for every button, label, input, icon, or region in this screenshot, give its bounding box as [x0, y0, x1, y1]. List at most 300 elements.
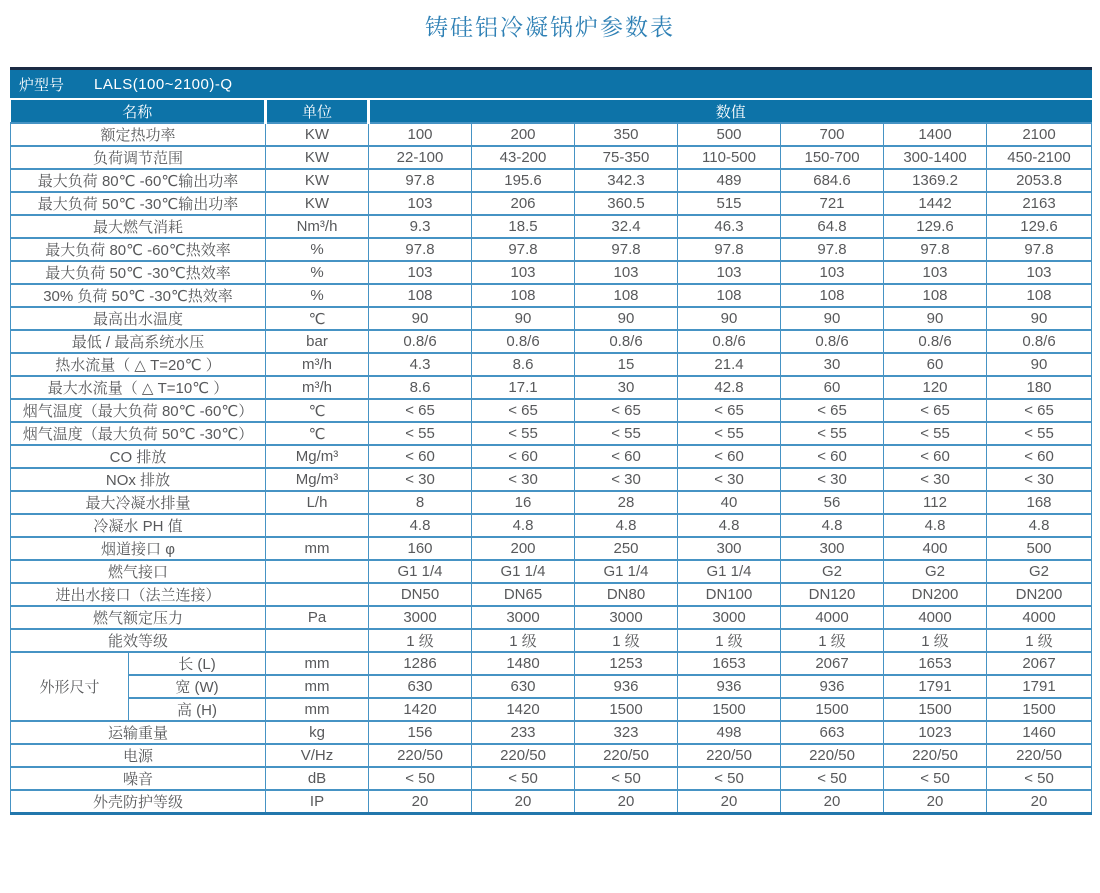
- param-label: 外壳防护等级: [11, 790, 266, 814]
- param-value: 103: [369, 192, 472, 215]
- table-row: [11, 629, 1092, 652]
- param-value: 936: [678, 675, 781, 698]
- param-unit: KW: [266, 169, 369, 192]
- table-row: [11, 537, 1092, 560]
- table-row: [11, 468, 1092, 491]
- table-row: [11, 652, 1092, 675]
- param-value: < 50: [472, 767, 575, 790]
- param-value: 450-2100: [987, 146, 1092, 169]
- param-value: 300: [678, 537, 781, 560]
- param-value: 2100: [987, 123, 1092, 146]
- spec-sheet: [10, 67, 1092, 815]
- param-value: 97.8: [987, 238, 1092, 261]
- param-value: 97.8: [369, 169, 472, 192]
- param-value: 120: [884, 376, 987, 399]
- param-value: 1420: [369, 698, 472, 721]
- param-value: < 65: [369, 399, 472, 422]
- param-value: 323: [575, 721, 678, 744]
- page-title: 铸硅铝冷凝锅炉参数表: [425, 14, 675, 40]
- table-row: [11, 767, 1092, 790]
- spec-table-body: [11, 123, 1092, 814]
- param-value: 936: [575, 675, 678, 698]
- param-value: < 60: [678, 445, 781, 468]
- param-unit: %: [266, 261, 369, 284]
- param-value: 90: [987, 307, 1092, 330]
- param-value: < 65: [987, 399, 1092, 422]
- param-value: 56: [781, 491, 884, 514]
- param-value: 1500: [575, 698, 678, 721]
- param-value: 4000: [987, 606, 1092, 629]
- param-value: < 60: [987, 445, 1092, 468]
- param-value: 3000: [472, 606, 575, 629]
- param-label: 最大负荷 50℃ -30℃输出功率: [11, 192, 266, 215]
- param-value: 4000: [884, 606, 987, 629]
- table-row: [11, 514, 1092, 537]
- param-value: 90: [678, 307, 781, 330]
- param-value: 630: [369, 675, 472, 698]
- param-value: 43-200: [472, 146, 575, 169]
- column-header-unit: 单位: [266, 100, 369, 123]
- param-value: 220/50: [472, 744, 575, 767]
- param-value: 1500: [781, 698, 884, 721]
- param-label: 最大负荷 80℃ -60℃输出功率: [11, 169, 266, 192]
- param-value: < 55: [575, 422, 678, 445]
- param-value: 64.8: [781, 215, 884, 238]
- param-value: 1 级: [678, 629, 781, 652]
- param-value: 360.5: [575, 192, 678, 215]
- param-value: 90: [781, 307, 884, 330]
- param-unit: IP: [266, 790, 369, 814]
- param-value: 180: [987, 376, 1092, 399]
- param-value: 2067: [987, 652, 1092, 675]
- param-value: < 65: [575, 399, 678, 422]
- param-value: 4.8: [472, 514, 575, 537]
- param-value: < 55: [678, 422, 781, 445]
- param-label: 宽 (W): [129, 675, 266, 698]
- param-value: 1 级: [987, 629, 1092, 652]
- param-unit: [266, 629, 369, 652]
- param-unit: m³/h: [266, 376, 369, 399]
- param-label: 烟气温度（最大负荷 50℃ -30℃）: [11, 422, 266, 445]
- table-row: [11, 721, 1092, 744]
- param-value: < 55: [987, 422, 1092, 445]
- param-label: 最低 / 最高系统水压: [11, 330, 266, 353]
- param-unit: V/Hz: [266, 744, 369, 767]
- column-header-row: [11, 100, 1092, 123]
- param-value: 46.3: [678, 215, 781, 238]
- param-value: 90: [369, 307, 472, 330]
- table-row: [11, 238, 1092, 261]
- table-row: [11, 445, 1092, 468]
- param-value: < 60: [884, 445, 987, 468]
- param-value: 1500: [678, 698, 781, 721]
- param-value: 1500: [884, 698, 987, 721]
- param-label: 最大负荷 50℃ -30℃热效率: [11, 261, 266, 284]
- param-unit: KW: [266, 146, 369, 169]
- param-value: G2: [781, 560, 884, 583]
- param-unit: ℃: [266, 422, 369, 445]
- param-label: 运输重量: [11, 721, 266, 744]
- param-label: 燃气额定压力: [11, 606, 266, 629]
- param-value: G2: [987, 560, 1092, 583]
- param-label: 热水流量（ △ T=20℃ ）: [11, 353, 266, 376]
- param-label: 负荷调节范围: [11, 146, 266, 169]
- param-value: 8: [369, 491, 472, 514]
- param-value: < 60: [472, 445, 575, 468]
- param-value: < 55: [472, 422, 575, 445]
- model-label: 炉型号: [19, 76, 65, 94]
- table-row: [11, 215, 1092, 238]
- param-value: DN65: [472, 583, 575, 606]
- param-value: 20: [369, 790, 472, 814]
- param-value: 300-1400: [884, 146, 987, 169]
- param-label: 电源: [11, 744, 266, 767]
- param-value: < 50: [369, 767, 472, 790]
- param-value: 75-350: [575, 146, 678, 169]
- param-value: G1 1/4: [575, 560, 678, 583]
- param-label: 烟道接口 φ: [11, 537, 266, 560]
- param-value: 220/50: [678, 744, 781, 767]
- param-unit: dB: [266, 767, 369, 790]
- param-value: 156: [369, 721, 472, 744]
- param-unit: ℃: [266, 307, 369, 330]
- param-value: 721: [781, 192, 884, 215]
- table-row: [11, 698, 1092, 721]
- param-value: 936: [781, 675, 884, 698]
- param-value: 18.5: [472, 215, 575, 238]
- param-value: 2067: [781, 652, 884, 675]
- param-value: 400: [884, 537, 987, 560]
- param-value: 4000: [781, 606, 884, 629]
- param-value: 20: [884, 790, 987, 814]
- param-unit: L/h: [266, 491, 369, 514]
- param-label: 烟气温度（最大负荷 80℃ -60℃）: [11, 399, 266, 422]
- param-value: < 55: [884, 422, 987, 445]
- param-value: 42.8: [678, 376, 781, 399]
- model-header-bar: [10, 67, 1092, 98]
- param-value: 700: [781, 123, 884, 146]
- param-value: 1791: [987, 675, 1092, 698]
- param-label: 进出水接口（法兰连接）: [11, 583, 266, 606]
- param-unit: kg: [266, 721, 369, 744]
- param-value: 1420: [472, 698, 575, 721]
- table-row: [11, 330, 1092, 353]
- param-value: 3000: [369, 606, 472, 629]
- table-row: [11, 560, 1092, 583]
- table-row: [11, 583, 1092, 606]
- param-unit: mm: [266, 537, 369, 560]
- param-value: 4.8: [987, 514, 1092, 537]
- param-value: 1460: [987, 721, 1092, 744]
- param-value: < 30: [369, 468, 472, 491]
- param-value: 9.3: [369, 215, 472, 238]
- param-unit: [266, 583, 369, 606]
- param-value: 97.8: [678, 238, 781, 261]
- param-value: 90: [575, 307, 678, 330]
- table-row: [11, 675, 1092, 698]
- param-value: 4.8: [884, 514, 987, 537]
- param-value: 8.6: [369, 376, 472, 399]
- param-value: < 65: [781, 399, 884, 422]
- param-unit: KW: [266, 192, 369, 215]
- param-value: 220/50: [781, 744, 884, 767]
- param-value: 108: [987, 284, 1092, 307]
- param-unit: Mg/m³: [266, 468, 369, 491]
- param-unit: bar: [266, 330, 369, 353]
- param-value: G1 1/4: [472, 560, 575, 583]
- param-value: < 65: [678, 399, 781, 422]
- param-value: 60: [884, 353, 987, 376]
- column-header-values: 数值: [369, 100, 1092, 123]
- param-value: 32.4: [575, 215, 678, 238]
- param-value: 8.6: [472, 353, 575, 376]
- param-value: 90: [884, 307, 987, 330]
- param-value: 108: [781, 284, 884, 307]
- param-value: DN80: [575, 583, 678, 606]
- param-label: 额定热功率: [11, 123, 266, 146]
- param-value: 103: [369, 261, 472, 284]
- param-unit: mm: [266, 652, 369, 675]
- param-value: G1 1/4: [369, 560, 472, 583]
- param-unit: mm: [266, 675, 369, 698]
- param-value: < 55: [369, 422, 472, 445]
- param-unit: Mg/m³: [266, 445, 369, 468]
- param-value: 1 级: [884, 629, 987, 652]
- param-value: 20: [781, 790, 884, 814]
- param-value: < 50: [884, 767, 987, 790]
- param-value: 0.8/6: [987, 330, 1092, 353]
- table-row: [11, 744, 1092, 767]
- param-value: 108: [884, 284, 987, 307]
- param-value: 4.8: [678, 514, 781, 537]
- param-value: 1 级: [472, 629, 575, 652]
- model-value: LALS(100~2100)-Q: [94, 75, 233, 93]
- param-value: 17.1: [472, 376, 575, 399]
- param-value: < 30: [678, 468, 781, 491]
- param-value: 3000: [678, 606, 781, 629]
- param-value: 1500: [987, 698, 1092, 721]
- param-value: < 50: [678, 767, 781, 790]
- param-value: 103: [575, 261, 678, 284]
- param-value: 342.3: [575, 169, 678, 192]
- param-value: 103: [884, 261, 987, 284]
- param-value: 103: [678, 261, 781, 284]
- param-value: DN50: [369, 583, 472, 606]
- param-value: 350: [575, 123, 678, 146]
- param-value: 103: [781, 261, 884, 284]
- param-label: 最大负荷 80℃ -60℃热效率: [11, 238, 266, 261]
- param-value: 15: [575, 353, 678, 376]
- param-value: 1286: [369, 652, 472, 675]
- param-label: 长 (L): [129, 652, 266, 675]
- param-value: 195.6: [472, 169, 575, 192]
- param-value: 30: [781, 353, 884, 376]
- param-value: 108: [678, 284, 781, 307]
- param-value: 112: [884, 491, 987, 514]
- param-value: 515: [678, 192, 781, 215]
- table-row: [11, 307, 1092, 330]
- param-value: 60: [781, 376, 884, 399]
- param-unit: m³/h: [266, 353, 369, 376]
- param-value: < 60: [369, 445, 472, 468]
- param-value: 108: [369, 284, 472, 307]
- param-value: DN200: [987, 583, 1092, 606]
- table-row: [11, 261, 1092, 284]
- param-value: 200: [472, 537, 575, 560]
- param-value: 108: [575, 284, 678, 307]
- param-label: 最大水流量（ △ T=10℃ ）: [11, 376, 266, 399]
- param-unit: KW: [266, 123, 369, 146]
- param-value: 1400: [884, 123, 987, 146]
- param-unit: Nm³/h: [266, 215, 369, 238]
- param-value: 220/50: [987, 744, 1092, 767]
- param-value: 129.6: [884, 215, 987, 238]
- param-value: 21.4: [678, 353, 781, 376]
- param-value: < 30: [781, 468, 884, 491]
- param-value: 100: [369, 123, 472, 146]
- param-value: 97.8: [575, 238, 678, 261]
- param-value: < 50: [781, 767, 884, 790]
- table-row: [11, 422, 1092, 445]
- param-unit: %: [266, 238, 369, 261]
- param-value: 200: [472, 123, 575, 146]
- param-label: 冷凝水 PH 值: [11, 514, 266, 537]
- param-value: 20: [678, 790, 781, 814]
- param-value: 90: [987, 353, 1092, 376]
- param-value: 20: [472, 790, 575, 814]
- table-row: [11, 146, 1092, 169]
- param-label: 高 (H): [129, 698, 266, 721]
- param-value: 97.8: [369, 238, 472, 261]
- param-value: 684.6: [781, 169, 884, 192]
- param-value: 103: [987, 261, 1092, 284]
- param-value: 1 级: [369, 629, 472, 652]
- param-value: 160: [369, 537, 472, 560]
- param-value: 20: [987, 790, 1092, 814]
- param-value: < 60: [781, 445, 884, 468]
- param-value: 1023: [884, 721, 987, 744]
- param-value: 90: [472, 307, 575, 330]
- param-value: 4.3: [369, 353, 472, 376]
- param-value: 206: [472, 192, 575, 215]
- param-value: 4.8: [781, 514, 884, 537]
- param-value: 150-700: [781, 146, 884, 169]
- param-label: 最大燃气消耗: [11, 215, 266, 238]
- param-value: < 50: [575, 767, 678, 790]
- param-value: G1 1/4: [678, 560, 781, 583]
- param-value: 250: [575, 537, 678, 560]
- table-row: [11, 790, 1092, 814]
- param-value: 20: [575, 790, 678, 814]
- param-value: 220/50: [575, 744, 678, 767]
- param-value: 630: [472, 675, 575, 698]
- param-value: < 65: [472, 399, 575, 422]
- param-label: CO 排放: [11, 445, 266, 468]
- param-value: 1653: [884, 652, 987, 675]
- param-value: DN120: [781, 583, 884, 606]
- param-value: 2053.8: [987, 169, 1092, 192]
- param-unit: Pa: [266, 606, 369, 629]
- column-header-name: 名称: [11, 100, 266, 123]
- param-value: 220/50: [369, 744, 472, 767]
- param-value: < 65: [884, 399, 987, 422]
- table-row: [11, 399, 1092, 422]
- param-value: 1253: [575, 652, 678, 675]
- table-row: [11, 606, 1092, 629]
- param-value: 168: [987, 491, 1092, 514]
- param-value: 2163: [987, 192, 1092, 215]
- table-row: [11, 169, 1092, 192]
- table-row: [11, 284, 1092, 307]
- dimension-group-label: 外形尺寸: [11, 652, 129, 721]
- param-unit: %: [266, 284, 369, 307]
- param-label: 噪音: [11, 767, 266, 790]
- param-value: < 30: [884, 468, 987, 491]
- param-value: 129.6: [987, 215, 1092, 238]
- param-label: 最高出水温度: [11, 307, 266, 330]
- param-value: G2: [884, 560, 987, 583]
- param-unit: ℃: [266, 399, 369, 422]
- param-value: 108: [472, 284, 575, 307]
- param-value: 1442: [884, 192, 987, 215]
- param-value: 220/50: [884, 744, 987, 767]
- param-label: 最大冷凝水排量: [11, 491, 266, 514]
- param-value: 1 级: [781, 629, 884, 652]
- param-value: 97.8: [884, 238, 987, 261]
- param-label: 能效等级: [11, 629, 266, 652]
- param-value: 1791: [884, 675, 987, 698]
- param-value: < 55: [781, 422, 884, 445]
- param-value: 233: [472, 721, 575, 744]
- param-value: 1480: [472, 652, 575, 675]
- param-value: 500: [987, 537, 1092, 560]
- param-value: < 50: [987, 767, 1092, 790]
- param-value: DN200: [884, 583, 987, 606]
- param-label: 30% 负荷 50℃ -30℃热效率: [11, 284, 266, 307]
- param-value: 500: [678, 123, 781, 146]
- param-value: < 30: [575, 468, 678, 491]
- param-value: 110-500: [678, 146, 781, 169]
- param-value: 1 级: [575, 629, 678, 652]
- param-value: 22-100: [369, 146, 472, 169]
- param-value: 4.8: [575, 514, 678, 537]
- table-row: [11, 491, 1092, 514]
- param-value: 489: [678, 169, 781, 192]
- param-value: < 30: [472, 468, 575, 491]
- param-value: 663: [781, 721, 884, 744]
- param-label: NOx 排放: [11, 468, 266, 491]
- table-row: [11, 353, 1092, 376]
- param-value: 3000: [575, 606, 678, 629]
- param-value: 40: [678, 491, 781, 514]
- param-value: 300: [781, 537, 884, 560]
- param-unit: [266, 514, 369, 537]
- table-row: [11, 123, 1092, 146]
- param-value: 1369.2: [884, 169, 987, 192]
- param-unit: mm: [266, 698, 369, 721]
- param-value: 0.8/6: [781, 330, 884, 353]
- param-value: 1653: [678, 652, 781, 675]
- param-value: 0.8/6: [678, 330, 781, 353]
- param-value: 0.8/6: [575, 330, 678, 353]
- param-value: 498: [678, 721, 781, 744]
- param-value: 103: [472, 261, 575, 284]
- param-value: < 60: [575, 445, 678, 468]
- param-value: 0.8/6: [884, 330, 987, 353]
- param-value: 0.8/6: [472, 330, 575, 353]
- param-label: 燃气接口: [11, 560, 266, 583]
- param-value: 97.8: [472, 238, 575, 261]
